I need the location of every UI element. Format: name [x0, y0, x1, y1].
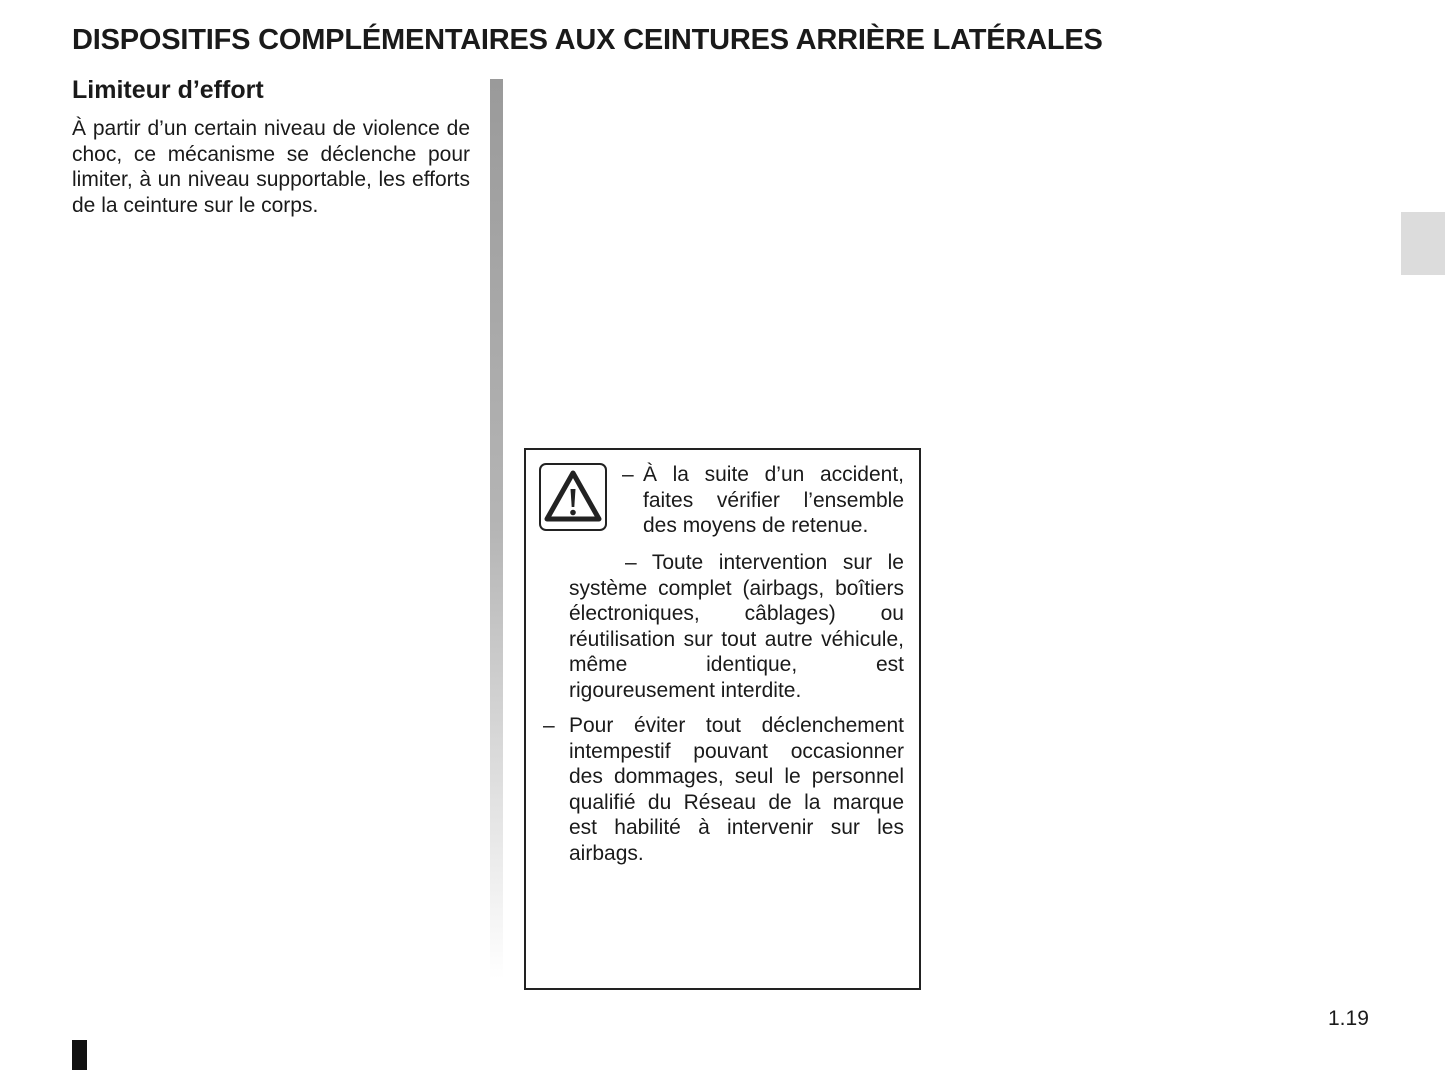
column-divider-bar	[490, 79, 503, 979]
dash: –	[543, 714, 555, 737]
chapter-tab	[1401, 212, 1445, 275]
warning-box	[524, 448, 921, 990]
warning-item-2: – Toute intervention sur le système complet (airbags, boîtiers électroniques, câblages) ou réutilisation sur tout autre véhicule, même identique, est rigoureusement interdite.	[569, 551, 904, 702]
page-number: 1.19	[1328, 1007, 1369, 1030]
dash: –	[622, 463, 634, 486]
warning-item-3	[543, 713, 904, 866]
warning-item-text: Pour éviter tout déclenchement intempestif pouvant occasionner des dommages, seul le personnel qualifié du Réseau de la marque est habilité à intervenir sur les airbags.	[569, 714, 904, 865]
warning-triangle-icon	[539, 463, 607, 531]
section-heading: Limiteur d’effort	[72, 76, 264, 104]
section-body: À partir d’un certain niveau de violence de choc, ce mécanisme se déclenche pour limiter, à un niveau supportable, les efforts de la ceinture sur le corps.	[72, 117, 470, 217]
page-corner-mark	[72, 1040, 87, 1070]
warning-item-text: À la suite d’un accident, faites vérifier l’ensemble des moyens de retenue.	[643, 463, 904, 537]
page-title: DISPOSITIFS COMPLÉMENTAIRES AUX CEINTURES ARRIÈRE LATÉRALES	[72, 24, 1103, 56]
warning-item-1	[622, 462, 904, 539]
